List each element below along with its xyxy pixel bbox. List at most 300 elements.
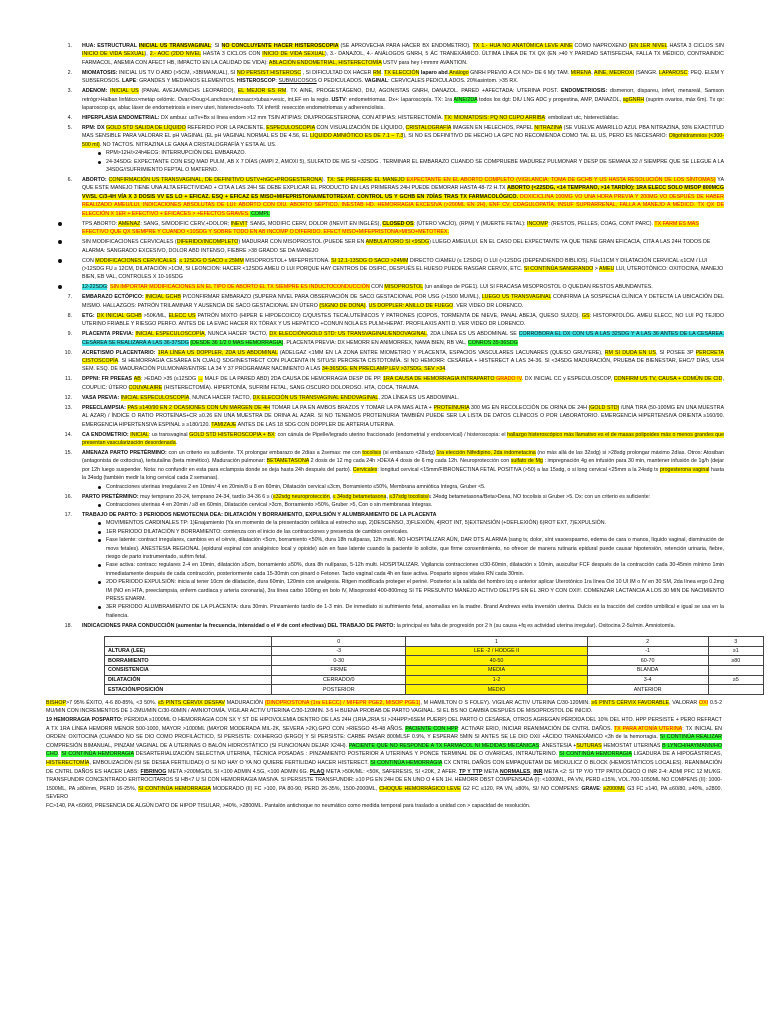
item-number: 9.	[67, 331, 72, 338]
highlighted-text: ABORTO (<22SDG, <14 TEMPRANO, >14 TARDÍO): 1RA ELECC SOLO MISOP 800MCG VV/SL C/3-4H VÍA X 3 DOSIS VV ES LO + EFICAZ. ESQ + EFICAZ ES MISO+MIFEPRISTONA/METOTREXAT. CONTROL US Y GCHB EN 7DÍAS TRAS TX FARMACOLÓGICO.	[82, 185, 724, 200]
item-text	[82, 293, 724, 310]
text-run: con un criterio es suficiente. TX prolongar embarazo de 2días a 2semas: me con	[168, 449, 363, 456]
text-run: HASTA 3 CICLOS CON	[200, 51, 263, 58]
text-run: TOMAR LA PA EN AMBOS BRAZOS Y TOMAR LA PA MAS ALTA +	[270, 404, 434, 411]
sub-bullet: Fase latente: contract irregulares, cambios en el cérvix, dilatación <5cm, borramiento <50%, dura 18h nulíparas, 12h multi. NO HOSPITALIZAR AÚN, DAR DTS ALARMA (sang tv, dolor, sínt vasoespasmo, edema de cara o manos, líquido vaginal, disminución de movs fetales). ANESTESIA REGIONAL (epidural espinal con analgésico local y opioide) aún en fase latente cuando la paciente lo solicite, que firme consentimiento, no ofrecer de manera rutinaria epidural puede causar hipotensión, retención urinaria, fiebre, riesgo de parto instrumentado, sufrim fetal.	[96, 536, 724, 561]
highlighted-text: ≤ 12SDG O SACO ≤ 25MM	[179, 257, 244, 264]
item-text	[82, 312, 724, 329]
text-run: ).	[321, 177, 327, 184]
text-run: USTV	[331, 96, 346, 103]
highlighted-text: SI CONTINÚA HEMORRAGIA	[138, 785, 211, 792]
highlighted-text: INICIO DE VIDA SEXUAL	[82, 51, 145, 58]
table-cell: MEDIA	[406, 666, 587, 676]
text-run: (suprim ovarios, máx 6m). Tx qx: laparoscop qx, ablac láser de endometriosis e inerv uteri, histerecto+oofo. TX infertil: resección endometriomas y adherenciolisis.	[82, 96, 725, 112]
text-run: : PEQ. ELEM Y SUBSEROSOS.	[82, 69, 724, 85]
text-run: 19 HEMORRAGIA POSPARTO:	[46, 717, 125, 724]
item-number: 3.	[67, 88, 72, 95]
text-run: MADURACIÓN	[224, 699, 265, 706]
text-run: (si embarazo <28sdg)	[381, 449, 437, 456]
text-run: NORMALES	[499, 768, 531, 775]
sub-bullet: 24-34SDG: EXPECTANTE CON ESQ MAD PULM, AB X 7 DÍAS (AMPI 2, AMOXI 5), SULFATO DE MG SI <32SDG . TERMINAR EL EMBARAZO CUANDO SE COMPRUEBE MADUREZ PULMONAR Y DESP DE SEMANA 32 // SIEMPRE QUE SE LLEGUE A LA 34SDG//SUFRIMIENTO FEPTAL O MATERNO.	[96, 158, 724, 175]
table-cell: FIRME	[272, 666, 406, 676]
highlighted-text: LAPAROSC	[659, 69, 688, 76]
highlighted-text: EXPECTANTE EN EL ABORTO COMPLETO (VIGILANCIA: TOMA DE GCHB Y US HASTA RESOLUCIÓN DE LOS SÍNTOMAS)	[406, 177, 716, 184]
text-run: REFERIDO POR LA PACIENTE,	[185, 125, 267, 132]
text-run: MODERADO (II) FC >100, PA 80-90, PERD 26-35%, 1500-2000ML,	[210, 785, 380, 792]
text-run: : SANG, MODIFIC CERV, DOLOR (INEVIT EN INGLÉS),	[247, 220, 383, 227]
text-run: HASTA 3 CICLOS SIN	[667, 43, 725, 49]
highlighted-text: hallazgo histeroscópico más llamativo es el de masas polipoides más o menos grandes que presentan vascularización desordenada	[82, 431, 725, 446]
table-cell: ANTERIOR	[587, 685, 708, 695]
bullet-dot-icon	[58, 222, 62, 226]
text-run: . DX INICIAL CC y ESPECULOSCOP,	[521, 376, 614, 383]
text-run: : con cánula de Pipelle/legrado uterino fraccionado (endometrial y endocervical) / histeroscopia: el	[274, 431, 508, 438]
text-run: , SI DIFICULTAD DX HACER	[301, 69, 373, 76]
table-header-cell	[105, 637, 272, 647]
highlighted-text: (DINOPROSTONA (1ra ELECC) / MIFEPR PGE2, MISOP PGE1)	[264, 699, 421, 706]
text-run: MIOMATOSIS:	[82, 69, 119, 76]
text-run: 300 MG EN RECOLECCIÓN DE ORINA DE 24H	[469, 404, 589, 411]
sub-bullet: Contracciones uterinas irregulares 2 en 10min/ 4 en 20min/8 u 8 en 60min, Dilatación cervical ≤3cm, Borramiento ≤50%, Membrana amniótica íntegra, Gruber <5.	[96, 483, 724, 491]
table-cell: 1-2	[406, 675, 587, 685]
text-run: : TX INICIAL EN ORDEN: OXITOCINA (CUANDO NO SE DIO COMO PROFILÁCTICO, SI PERSISTE: OXIHERGO (ERGO) Y SI PERSISTE: CARBE PASAR 800MLSF 0.9%, Y ESPERAR 5MIN SI ANTES SE LE DIO OXI/ +ÁCIDO TRANEXÁMICO <3h de la hemorragia.	[46, 725, 722, 741]
highlighted-text: CONFIRMACIÓN US TRANSVAGINAL, DE DEFINITIVO USTV+hGC+PROGESTERONA	[108, 177, 322, 184]
highlighted-text: GOLD STD HISTEROSCOPIA + BX	[189, 431, 275, 438]
highlighted-text: (SIGNO DE DONA)	[319, 302, 366, 309]
list-item	[44, 493, 724, 510]
text-run: FIBRINOG	[140, 768, 167, 775]
table-cell	[708, 666, 763, 676]
highlighted-text: NO PERSIST HISTEROSC	[236, 69, 302, 76]
highlighted-text: Análogo	[449, 69, 469, 76]
highlighted-text: Cervicales	[352, 466, 378, 473]
text-run: : endometriomas. Dx+: laparoscopía. TX: 1ra	[345, 96, 454, 103]
text-run: META	[482, 768, 500, 775]
highlighted-text: SI CONTINÚA REALIZAR	[659, 734, 722, 741]
highlighted-text: SI CONTINÚA HEMORRAGIA	[559, 751, 632, 758]
text-run: >	[593, 265, 600, 272]
highlighted-text: SI 12.1-13SDG O SACO >24MM	[331, 257, 409, 264]
table-cell: LEE -2 / HODGE II	[406, 646, 587, 656]
highlighted-text: HISTERECTOMÍA	[46, 760, 90, 766]
table-cell	[708, 685, 763, 695]
highlighted-text: ≥2000ML	[603, 785, 626, 792]
paragraph	[44, 802, 722, 811]
table-row	[105, 685, 764, 695]
item-text	[82, 69, 724, 86]
item-text	[82, 42, 724, 67]
text-run: PARTO PRETÉRMINO:	[82, 493, 141, 500]
table-row	[105, 656, 764, 666]
table-header-cell: 3	[708, 637, 763, 647]
text-run: CON VISUALIZACIÓN DE LÍQUIDO,	[314, 125, 406, 132]
list-item	[44, 330, 724, 347]
list-item	[44, 69, 724, 86]
highlighted-text: CONROS 35-36SDG	[468, 339, 518, 346]
highlighted-text: EL MEJOR ES RM	[237, 88, 287, 95]
table-header-row	[105, 637, 764, 647]
highlighted-text: →	[197, 376, 204, 383]
item-number: 16.	[64, 493, 72, 500]
item-number: 11.	[65, 376, 72, 383]
highlighted-text: SI CONTINÚA HEMORRAGIA	[370, 760, 443, 766]
list-item	[44, 431, 724, 448]
item-number: 8.	[67, 312, 72, 319]
text-run: LUI, UTEROTÓNICO: OXITOCINA, MANEJO BIEN, EB VAL, CONTROLES X 10-16SDG	[82, 265, 724, 281]
highlighted-text: INICIAL GCHB	[145, 294, 181, 301]
text-run: ,	[591, 69, 594, 76]
postpartum-section	[44, 699, 724, 811]
text-run: (PANAL AVEJA/MNCHS LEOPARDO),	[138, 88, 238, 95]
paragraph	[44, 716, 722, 802]
table-cell: ≥80	[708, 656, 763, 666]
highlighted-text: SI CONTINÚA SANGRANDO	[523, 265, 594, 272]
text-run: PLACENTA PREVIA:	[82, 331, 136, 338]
highlighted-text: ESPECULOSCOPIA	[266, 125, 315, 132]
text-run: META >200MG/DL SI <100 ADMIN 4.5G, <100 ADMIN 6G.	[166, 768, 310, 775]
highlighted-text: 34-36SDG. EN PRECLAMP LEV >37SDG, SEV >34	[321, 366, 446, 373]
highlighted-text: PAS ≥140/90 EN 2 OCASIONES CON UN MARGEN DE 4H	[127, 404, 271, 411]
text-run: dismenorr, dispareu, infert, menareál, Samson retrógr>Halban linfático>metap celómic. Ovar>Doug>Lanchos>uterosacr>tubas>vesic, int,EF en la regio.	[82, 88, 724, 103]
highlighted-text: TX: MIOMATOSIS: PQ NO CUPO ARRIBA	[444, 115, 546, 122]
text-run: CONFIRMA LA SOSPECHA CLÍNICA Y DETECTA LA UBICACIÓN DEL MISMO. HALLAZGOS: PATRÓN TRILAMINAR Y AUSENCIA DE SACO GESTACIONAL EN ÚTERO	[82, 294, 725, 309]
text-run: : SANG, S/MODIFIC CERV,+DOLOR;	[140, 220, 231, 227]
text-run: ) MADURAR CON MISOPROSTOL (PUEDE SER EN	[238, 239, 366, 246]
highlighted-text: GS	[581, 312, 590, 319]
highlighted-text: ≤32sdg neuroprotección	[272, 493, 330, 500]
table-cell: BLANDA	[587, 666, 708, 676]
text-run: ACRETISMO PLACENTARIO:	[82, 349, 158, 356]
text-run: HEMOSTAT UTERINAS	[601, 742, 663, 749]
highlighted-text: INEVIT	[230, 220, 248, 227]
highlighted-text: COMPL	[249, 210, 270, 217]
highlighted-text: 1ra elección Nifedipino, 2da indometacina	[436, 449, 536, 456]
text-run: , VALORAR	[669, 699, 700, 706]
text-run: : (RESTOS, PELLES, COAG, CONT PARC).	[548, 220, 655, 227]
list-item	[44, 114, 724, 122]
text-run: MALF DE LA PARED ABD) 2DA CAUSA DE HEMORRAGIA DESP DE PP.	[203, 376, 384, 383]
bishop-score-table	[104, 636, 764, 695]
sub-bullet: 3ER PERIODO ALUMBRAMIENTO DE LA PLACENTA: dura 30min. Pinzamiento tardío de 1-3 min. De inmediato si sufrimiento fetal, anomalías en la madre. Brand Andrews evita inversión uterina. Dulcis es la tracción del cordón umbilical e igual se usa en la frailencia.	[96, 603, 724, 620]
highlighted-text: CRISTALOGRAFÍA	[405, 125, 452, 132]
highlighted-text: progesterona vaginal	[659, 466, 710, 473]
text-run: TPS ABORTO:	[82, 220, 119, 227]
highlighted-text: tocolisis	[362, 449, 382, 456]
text-run: ENDOMETRIOSIS:	[561, 88, 608, 95]
highlighted-text: PERCRETA CISTOSCOPÍA	[82, 349, 725, 364]
sub-bullet: 2DO PERIODO EXPULSIÓN: inicia al tener 10cm de dilatación, dura 60min, 120min con analgesia. Ritgen modificada proteger el periné. Posterior a la salida del hombro izq o anterior aplicar Uterotónico 1ra línea Oxi 10 UI IM o IV en 30 SM, 2da línea ergo 0.2mg IM (NO en HTA, preeclampsia, enferm cardiaca y arteria coronaria), 3ra línea carbo 100mg en bolo IV, Misoprostol 400-800mcg SI TE PRESUNTO MANEJO ACTIVO DELTPS EN EL 3RO Y CON OXI!!. COMENZAR LACTANCIA A LOS 30 MIN DE NACIMIENTO PRESS ENARM.	[96, 578, 724, 603]
text-run: ),	[144, 51, 150, 58]
table-cell: 60-70	[587, 656, 708, 666]
sub-bullet: RPM>12H/>24h4ECG: INTERRUPCIÓN DEL EMBARAZO.	[96, 149, 724, 157]
highlighted-text: AINE, MEDROXI	[593, 69, 634, 76]
highlighted-text: agGNRH	[622, 96, 645, 103]
highlighted-text: sulfato de Mg	[510, 458, 543, 465]
list-item	[44, 293, 724, 310]
highlighted-text: SIN IMPORTAR MODIFICACIONES EN EL TIPO DE ABORTO EL TX SIEMPRE ES INDUCTOCONDUCCIÓN	[109, 284, 370, 291]
text-run: : impregnación 4g en infusión para 30 min, mantener infusión de 1g/h (dejar por 12h luego suspender. Nota: no confundir en esta para eclampsia donde se deja hasta 24h después del parto).	[82, 458, 724, 473]
highlighted-text: CHOQUE HEMORRÁGICO LEVE	[379, 785, 461, 792]
highlighted-text: 12-22SDG	[82, 284, 108, 291]
list-item	[44, 449, 724, 491]
item-text	[82, 404, 724, 429]
text-run: , 2DA LÍNEA ES US ABDOMINAL.	[378, 394, 459, 401]
text-run: GRAVE	[581, 785, 600, 792]
text-run: COMO NAPROXENO	[572, 43, 629, 49]
table-row	[105, 646, 764, 656]
highlighted-text: LÍQUIDO AMNIÓTICO ES DE 7.1 – 7.3	[309, 133, 404, 140]
table-header-cell: 2	[587, 637, 708, 647]
text-run: , NUNCA HACER TACTO,	[204, 331, 270, 338]
highlighted-text: AMBULATORIO SI <9SDG	[365, 239, 430, 246]
text-run: :	[275, 78, 279, 85]
item-number: 5.	[67, 125, 72, 132]
text-run: hasta la 34sdg (también medir la long cervical cada 2 semanas).	[82, 466, 724, 482]
text-run: ; SI	[211, 43, 222, 49]
highlighted-text: SUTURAS	[576, 742, 602, 749]
text-run: :	[176, 257, 180, 264]
item-number: 4.	[67, 115, 72, 122]
text-run: VASA PREVIA:	[82, 394, 121, 401]
table-row	[105, 675, 764, 685]
item-text	[82, 449, 724, 491]
item-text	[82, 124, 724, 174]
text-run: ≤ 34sdg betametasona/Beta>Dexa, NO tocolisis si Gruber >5. Dx: con un criterio es suficiente:	[428, 493, 651, 500]
text-run: ) LUEGO AMEU/LUI. EN EL CASO DEL EXPECTANTE YA QUE TIENE GRAN EFICACIA, CITA A LAS 24H TODOS DE ALARMA: SANGRADO EXCESIVO, DOLOR ABD INTENSO, FIEBRE >38 GRADO SE DA MANEJO	[82, 239, 711, 254]
table-cell: 40-50	[406, 656, 587, 666]
bullet-item	[44, 220, 724, 237]
text-run: GNRH PREVIO A CX NO> DE 6 M)/ TAM.	[468, 69, 571, 76]
text-run: SUBMUCOSOS	[278, 78, 317, 85]
highlighted-text: DX ELECCIÓN/GOLD STD: US TRANSVAGINAL/ENDOVAGINAL	[269, 331, 427, 338]
item-text	[82, 349, 724, 374]
text-run: . SI HEMORRAGIA CESÁREA EN CUALQ SDG/INESTRECT CON PLACENTA IN SITU/SI PERCRETA CISTOTOMÍA. SI NO HEMORR: CESÁREA + HISTERECT A LAS 34-36. SI <34SDG MADURACIÓN, PRUEBA DE BIENESTAR, EHC/7 DÍAS, US/4 SEM. ESQ. DE MADURACIÓN PULMONAR/ENTRE LA 34 Y 37 PROGRAMAR NACIMIENTO A LAS	[82, 357, 724, 373]
highlighted-text: INICIO DE VIDA SEXUAL	[262, 51, 325, 58]
text-run: PÉRDIDA ≥1000ML O HEMORRAGIA CON SX Y ST DE HIPOVOLEMIA DENTRO DE LAS 24H (1RIA,2RIA SI >24HPP>6SEM PUERP) DEL PARTO O CESÁREA, OTROS AGREGAN PÉRDIDA DEL 10% DEL HTO. HPP PERSISTE + PERO REFRACT A TX 1RA LÍNEA HEMORR MENOR 500-1000, MAYOR >1000ML (MAYOR MODERADA MIL-2K, SEVERA >2K).GPO CON >RIESGO 45-48 AÑOS.	[46, 717, 722, 732]
text-run: /UNA TIRA (50-100MG EN UNA MUESTRA AL AZAR) / ÍNDICE O RATIO PROTEÍNAS+CR ≥0.26 EN UNA MUESTRA DE ORINA AL AZAR. SI NO TENEMOS PROTEINURIA TAMBIÉN PUEDE SER LA LISTA DE DATOS CLÍNICOS O POR LABORATORIO. EMERGENCIA HIPERTENSIVA ORIENTA ≥160/90. EMERGENCIA HIPERTENSIVA ESPINAL ≥ ≥180/120.	[82, 404, 725, 428]
text-run: LAPE	[122, 78, 137, 85]
highlighted-text: INICIAL US	[110, 88, 139, 95]
highlighted-text: NO CONCLUYENTE HACER HISTEROSCOPIA	[221, 43, 339, 49]
text-run: >50K/ML,	[141, 312, 169, 319]
text-run: CX CNTRL DAÑOS CON EMPAQUETAM DE MICKULICZ O BLOCK (HEMOSTÁTICOS LOCALES). REANIMACIÓN DE CNTRL DAÑOS ES HACER LABS:	[46, 760, 722, 775]
highlighted-text: BISHOP	[46, 699, 67, 706]
text-run: TRABAJO DE PARTO: 3 PERIODOS NEMOTECNIA DEA: DILATACIÓN Y BORRAMIENTO, EXPULSIÓN Y ALUMBRAMIENTO DE LA PLACENTA	[82, 512, 437, 518]
text-run: , EMBOLIZACIÓN (SI SE DESEA FERTILIDAD) O SI NO HAY O YA NO QUIERE FERTILIDAD HACER HISTERECT.	[89, 760, 371, 766]
highlighted-text: CORROBORA EL DX CON US A LAS 32SDG Y A LAS 36 ANTES DE LA CESÁREA. CESÁREA SE REALIZARÁ A LAS 36-37SDG	[82, 331, 724, 346]
table-header-cell: 1	[406, 637, 587, 647]
item-number: 1.	[67, 43, 72, 49]
text-run: LIGADURA DE A HIPOGÁSTRICAS,	[631, 751, 723, 758]
text-run: SIN MODIFICACIONES CERVICALES (	[82, 239, 177, 246]
list-item	[44, 404, 724, 429]
text-run: , 2DA LÍNEA ES US ABDOMINAL SE	[426, 331, 519, 338]
highlighted-text: 1RA CAUSA DE HEMORRAGIA INTRAPARTO	[383, 376, 497, 383]
highlighted-text: INICIAL US TRANSVAGINAL	[138, 43, 212, 49]
item-number: 10.	[64, 349, 72, 356]
text-run: (HISTERECTOMÍA). HIPERTONÍA, SUFRIM FETAL, SANG OSCURO DOLOROSO. HTA, COCA, TRAUMA.	[162, 384, 420, 391]
highlighted-text: LUEGO US TRANSVAGINAL	[481, 294, 552, 301]
table-cell: 3-4	[587, 675, 708, 685]
text-run: >EDAD >35 (≤12SDG	[143, 376, 198, 383]
text-run: muy temprano 20-24, temprano 24-34, tardío 34-36 6 ≥ (	[140, 493, 273, 500]
highlighted-text: DX ELECCIÓN US TRANSVAGINAL ENDOVAGINAL	[252, 394, 379, 401]
highlighted-text: ABLACIÓN ENDOMETRIAL, HISTERECTOMÍA	[268, 59, 382, 66]
text-run: :	[599, 785, 604, 792]
highlighted-text: MIRENA	[570, 69, 592, 76]
text-run: META <2: SI TP Y/O TTP PATOLÓGICO O INR 2-4: ADMI PFC 12 ML/KG. TRANSFUNDIR CONCENTRADO ERITROCITARIOS SI HB<7 U SI CON HEMORRAGIA MASIVA. SI PERSISTE TRANSFUNDIR: ≥10 PG EN 24H DE EN UNO O 4 EN 1H. HEMORR OBST COMPENSADA (I): <1000ML, PA VN, PERD ≤15%, VOL.700-1050ML NO COMPENS (II): 1000-1500ML, PA ≥80/mm, PERD 16-25%,	[46, 768, 723, 792]
text-run: DPPNI: FR PREEAS	[82, 376, 134, 383]
highlighted-text: (DESDE 36 1/2 0 MAS HEMORRAGIA)	[190, 339, 284, 346]
text-run: . VER VIDEO DR LORENCO.	[453, 302, 524, 309]
text-run: .	[381, 69, 385, 76]
highlighted-text: RM	[372, 69, 382, 76]
text-run: :	[140, 376, 144, 383]
text-run: PREECLAMPSIA:	[82, 404, 128, 411]
text-run: laparo abd	[420, 69, 448, 76]
text-run: PATRÓN MIXTO (HIPER E HIPOECOICO) C/QUISTES TECALUTEÍNICOS Y PATRONES (COPOS, TORMENTA DE NIEVE, PANAL ABEJA, QUESO SUIZO).	[195, 312, 582, 319]
text-run: : (ÚTERO VACÍO), (RPM) Y (MUERTE FETAL):	[413, 220, 527, 227]
paragraph	[44, 699, 722, 716]
text-run: INDICACIONES PARA CONDUCCIÓN (aumentar la frecuencia, intensidad o el # de cont efectivas) DEL TRABAJO DE PARTO:	[82, 622, 397, 629]
item-number: 13.	[64, 404, 72, 411]
row-label: ESTACIÓN/POSICIÓN	[105, 685, 272, 695]
highlighted-text: INICIAL ESPECULOSCOPÍA	[135, 331, 205, 338]
item-text	[82, 622, 724, 630]
text-run: EMBARAZO ECTÓPICO:	[82, 294, 146, 301]
text-run: ,	[329, 493, 333, 500]
row-label: BORRAMIENTO	[105, 656, 272, 666]
text-run: , M HAMILTON O S FOLEY). VIGILAR ACTIV UTERINA C/30-120MIN.	[420, 699, 592, 706]
numbered-list	[44, 42, 724, 218]
table-cell: -3	[272, 646, 406, 656]
text-run: (un análogo de PGE1). LUI SI FRACASA MISOPROSTOL O QUEDAN RESTOS ABUNDANTES.	[422, 284, 653, 291]
table-row	[105, 666, 764, 676]
item-text	[82, 87, 724, 112]
text-run: .	[175, 439, 178, 446]
highlighted-text: INICIAL ESPECULOSCOPÍA	[120, 394, 190, 401]
bullet-item	[44, 238, 724, 255]
text-run: .	[57, 751, 62, 758]
text-run: >7 95% ÉXITO, 4-6 80-85%, <3 50%.	[66, 699, 158, 706]
highlighted-text: BETAMETASONA	[266, 458, 310, 465]
item-number: 6.	[67, 177, 72, 184]
table-cell: MEDIO	[406, 685, 587, 695]
highlighted-text: RM SI DUDA EN US	[604, 349, 656, 356]
abortion-types-list	[44, 220, 724, 292]
text-run: FC>140, PA <60/60, PRESENCIA DE ALGÚN DATO DE HIPOP TISULAR, >40%, >2800ML. Pantalón antichoque no neumático como medida temporal para traslado a unidad con > capacidad de resolución.	[46, 802, 531, 809]
item-number: 17.	[64, 512, 72, 518]
highlighted-text: 1RA LÍNEA US DOPPLER, 2DA US ABDOMINAL	[157, 349, 278, 356]
text-run: HUA: ESTRUCTURAL	[82, 43, 139, 49]
highlighted-text: 2.- AOC (2DO NIVEL	[149, 51, 201, 58]
highlighted-text: (EN 1ER NIVEL	[628, 43, 668, 49]
table-cell: POSTERIOR	[272, 685, 406, 695]
text-run: G3 FC ≥140, PA ≤60/80, ≥40%, ≥2800. SEVERO	[46, 785, 722, 801]
highlighted-text: TX PARA ATONÍA UTERINA	[613, 725, 683, 732]
sub-bullet: 1ER PERIODO DILATACIÓN Y BORRAMIENTO: comienza con el inicio de las contracciones y presencia de cambios cervicales.	[96, 528, 724, 536]
row-label: DILATACIÓN	[105, 675, 272, 685]
highlighted-text: GOLD STD SALIDA DE LÍQUIDO	[106, 125, 186, 132]
highlighted-text: MODIFICACIONES CERVICALES	[95, 257, 177, 264]
list-item	[44, 176, 724, 218]
highlighted-text: AINE/2DA	[453, 96, 478, 103]
highlighted-text: DIFERIDO/INCOMPLETO	[176, 239, 239, 246]
text-run: , COUPLIC: ÚTERO	[82, 376, 724, 391]
numbered-list-continued	[44, 293, 724, 630]
text-run: : GRANDES Y MEDIANOS ELEMENTOS.	[136, 78, 237, 85]
sub-bullet: Fase activa: contracc regulares 2-4 en 10min, dilatación ≥5cm, borramiento ≥50%, dura 8h nulíparas, 5-12h multi. HOSPITALIZAR. Vigilancia contracciones c/30-60min, dilatación x 10min, auscultar FCF después de la contracción cada 30-45min mínimo 1min inmediatamente después de cada contracción, posteriormente cada 15-30min con pinard o Fetoner. Tacto vaginal cada 4h en fase activa. Posparto signos vitales RN cada 30min.	[96, 561, 724, 578]
text-run: :	[107, 284, 110, 291]
item-text	[82, 114, 724, 122]
highlighted-text: PROTEINURIA	[433, 404, 470, 411]
list-item	[44, 394, 724, 402]
item-text	[82, 511, 724, 620]
text-run: INICIAL US TV O ABD (>5CM, >3BIMANUAL), SI	[118, 69, 237, 76]
list-item	[44, 375, 724, 392]
highlighted-text: COUVALAIRE	[128, 384, 163, 391]
text-run: : ACTIVAR ERIO, INICIAR REANIMACIÓN DE CNTRL DAÑOS.	[458, 725, 614, 732]
highlighted-text: CONFIRM US TV, CAUSA + COMÚN DE CID	[613, 376, 723, 383]
text-run: MISOPROSTOL+ MIFEPRISTONA.	[243, 257, 332, 264]
highlighted-text: (GOLD STD)	[588, 404, 620, 411]
table-cell: CERRADO/0	[272, 675, 406, 685]
highlighted-text: ≤ 34sdg betametasona	[332, 493, 387, 500]
item-text	[82, 176, 724, 218]
text-run: TP Y TTP	[459, 768, 483, 775]
highlighted-text: DOXICICLINA 100MG VO UNA HORA PREVIA Y 200MG VO DESPUÉS DE HABER REALIZADO AMEU/LUI. INDICACIONES ABSOLUTAS DE LUI: ABORTO CON DIU. ABORTO SÉPTICO, INESTAB HD. HEMORRAGIA EXCESIVA (>200ML EN 2H), ENF CV, COAGULOPATÍA, INSUF SUPRARRENAL, FALLA A MANEJO A MÉDICO. TX QX DE ELECCIÓN X 1ER + EFECTIVO + EFICACES > +EFECTOS GRAVES.	[82, 193, 724, 217]
text-run: ETG:	[82, 312, 97, 319]
text-run: ,	[386, 493, 390, 500]
text-run: DIRECTO C/AMEU (≤ 12SDG) O LUI (>12SDG (DEPENDIENDO BIBLIOS). FU≤11CM Y DILATACIÓN CERVICAL ≤1CM / LUI (>12SDG FU ≥ 12CM, DILATACIÓN >1CM, SI LEONCION: HACER <12SDG AMEU O LUI PORQUE HAY CENTROS DE OSIFIC, DESPUÉS EL HUESO PUEDE RASGAR CERVIX, ETC.	[82, 257, 708, 272]
text-run: PLAQ	[309, 768, 325, 775]
bullet-dot-icon	[58, 259, 62, 263]
text-run: (SE VUELVE AMARILLO AZUL PBA NITRAZINA, 93% EXACTITUD MAS SENSIBLE PARA VALORAR EL pH VAGINAL (EL pH VAGINAL NORMAL ES DE 4.56, EL	[82, 125, 724, 140]
text-run: , SI POSEE 3P	[655, 349, 696, 356]
text-run: la principal es falta de progresión por 2 h (su causa +fq es actividad uterina irregular). Oxitocina 2-5u/min. Amniotomía.	[396, 622, 676, 629]
text-run: : us transvaginal	[148, 431, 190, 438]
highlighted-text: B LYNCH/HAYMANN/HO CHO	[46, 742, 722, 758]
row-label: ALTURA (LEE)	[105, 646, 272, 656]
list-item	[44, 511, 724, 620]
item-number: 2.	[67, 69, 72, 76]
text-run: META >50K/ML: <50K, SAFERESIS, SI <20K, 2 AFER.	[324, 768, 459, 775]
text-run: CON	[82, 257, 96, 264]
text-run: (no más allá de las 32sdg) si >28sdg prolongar máximo 2días. Otros: Atosiban (antagonista de oxitocina), terbutalina (beta mimético). Maduración pulmonar:	[82, 449, 724, 465]
text-run: RPM: DX	[82, 125, 107, 132]
bullet-dot-icon	[58, 240, 62, 244]
text-run: : CERVICALES PEDICULADOS. 20%asintom. >35 RX.	[388, 78, 519, 85]
list-item	[44, 622, 724, 630]
bullet-dot-icon	[58, 285, 62, 289]
list-item	[44, 87, 724, 112]
list-item	[44, 349, 724, 374]
item-text	[82, 330, 724, 347]
table-cell: ≥5	[708, 675, 763, 685]
highlighted-text: PACIENTE QUE NO RESPONDE A TX FARMACOL NI MEDIDAS MECÁNICAS	[348, 742, 540, 749]
table-header-cell: 0	[272, 637, 406, 647]
highlighted-text: NITRAZINA	[534, 125, 563, 132]
highlighted-text: ELECC US	[168, 312, 196, 319]
highlighted-text: GRADO IV	[496, 376, 522, 383]
text-run: . NO TACTOS. NITRAZINA LE GANA A CRISTALOGRAFÍA Y ESTA AL US.	[99, 141, 277, 148]
text-run: . PLACENTA PREVIA: DX HEMORR EN ANIMORREX, NAMA BIEN, RB VAL,	[283, 339, 469, 346]
sub-bullet: Contracciones uterinas 4 en 20min / ≥8 en 60min, Dilatación cervical >3cm, Borramiento >50%, Gruber >5, Con o sin membranas íntegras.	[96, 501, 724, 509]
text-run: YA QUE ESTE MANEJO TIENE UNA ALTA EFECTIVIDAD + CITA A LAS 24H SE DEBE EXPLICAR EL PRODUCTO EN LAS PRIMERAS 24H PUEDE DEMORAR HASTA 48-72 H.TX	[82, 177, 724, 192]
text-run: HIPERPLASIA ENDOMETRIAL:	[82, 115, 161, 122]
item-text	[82, 375, 724, 392]
text-run: todos los dgt: DIU LNG ADC y progestina, AMP, DANAZOL,	[477, 96, 623, 103]
